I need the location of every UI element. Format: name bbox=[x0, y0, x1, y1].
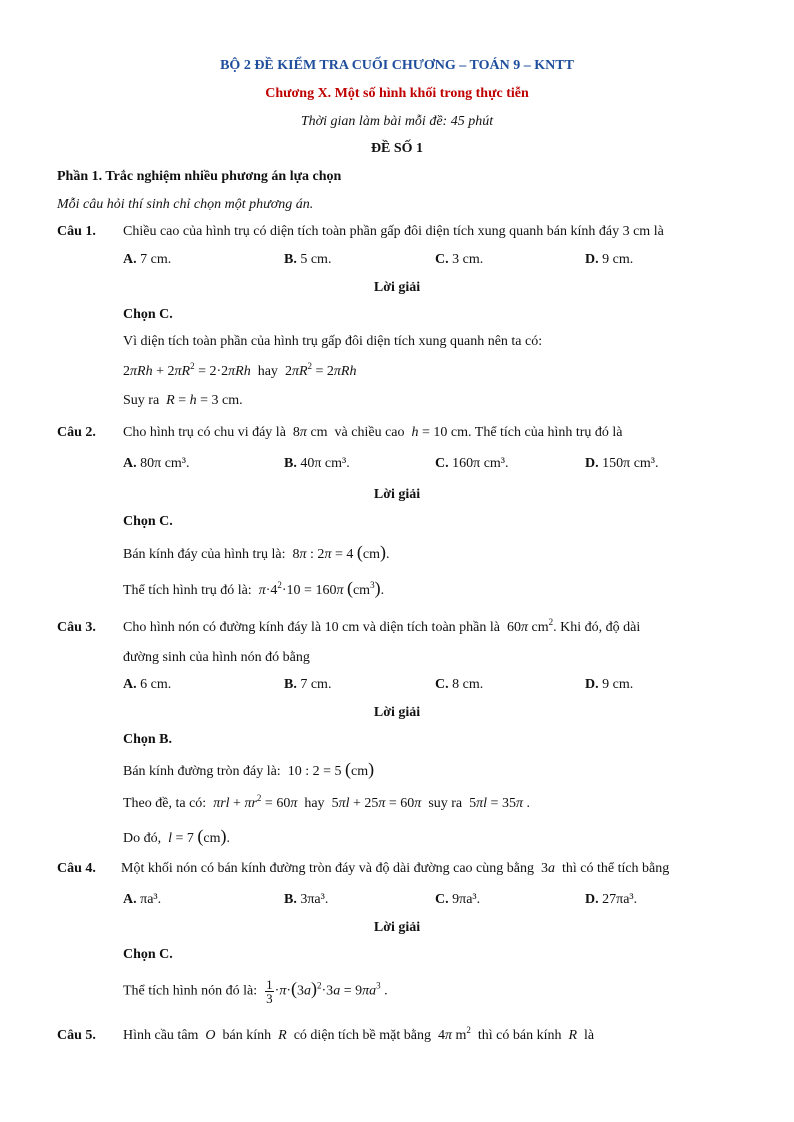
question-4-option-c[interactable]: C. 9πa³. bbox=[435, 892, 481, 907]
question-4-option-a[interactable]: A. πa³. bbox=[123, 892, 162, 907]
question-4-text: Một khối nón có bán kính đường tròn đáy và độ dài đường cao cùng bằng 3a thì có thể tích bằng bbox=[121, 861, 670, 876]
question-3-option-a[interactable]: A. 6 cm. bbox=[123, 677, 172, 692]
question-2-label: Câu 2. bbox=[57, 425, 96, 440]
question-1-answer: Chọn C. bbox=[123, 307, 173, 322]
question-3-answer: Chọn B. bbox=[123, 732, 173, 747]
question-1-solution-heading: Lời giải bbox=[373, 280, 421, 295]
question-2-answer: Chọn C. bbox=[123, 514, 173, 529]
question-1-option-a[interactable]: A. 7 cm. bbox=[123, 252, 172, 267]
question-5-text: Hình cầu tâm O bán kính R có diện tích bề mặt bằng 4π $m^2$ thì có bán kính R là bbox=[123, 1025, 595, 1043]
question-1-text: Chiều cao của hình trụ có diện tích toàn phần gấp đôi diện tích xung quanh bán kính đáy 3 cm là bbox=[123, 224, 664, 239]
question-1-solution-line-1: Vì diện tích toàn phần của hình trụ gấp đôi diện tích xung quanh nên ta có: bbox=[123, 334, 543, 349]
question-2-option-a[interactable]: A. 80π cm³. bbox=[123, 456, 190, 471]
question-1-option-c[interactable]: C. 3 cm. bbox=[435, 252, 484, 267]
part1-heading: Phần 1. Trắc nghiệm nhiều phương án lựa chọn bbox=[57, 169, 342, 184]
question-4-option-b[interactable]: B. 3πa³. bbox=[284, 892, 329, 907]
question-5-label: Câu 5. bbox=[57, 1028, 96, 1043]
question-4-solution-heading: Lời giải bbox=[373, 920, 421, 935]
question-3-solution-heading: Lời giải bbox=[373, 705, 421, 720]
question-2-solution-line-1: Bán kính đáy của hình trụ là: 8π : 2π = 4 (cm). bbox=[123, 542, 390, 562]
question-1-option-b[interactable]: B. 5 cm. bbox=[284, 252, 332, 267]
question-2-option-b[interactable]: B. 40π cm³. bbox=[284, 456, 350, 471]
document-title: BỘ 2 ĐỀ KIỂM TRA CUỐI CHƯƠNG – TOÁN 9 – KNTT bbox=[220, 58, 574, 73]
question-3-text-line-2: đường sinh của hình nón đó bằng bbox=[123, 650, 310, 665]
question-2-text: Cho hình trụ có chu vi đáy là 8π cm và chiều cao h = 10 cm. Thể tích của hình trụ đó là bbox=[123, 425, 623, 440]
question-3-option-c[interactable]: C. 8 cm. bbox=[435, 677, 484, 692]
question-3-solution-line-2: Theo đề, ta có: $\pi rl + \pi r^2 = 60\pi$ hay 5πl + 25π = 60π suy ra 5πl = 35π . bbox=[123, 793, 530, 811]
part1-instruction: Mỗi câu hỏi thí sinh chỉ chọn một phương án. bbox=[57, 197, 314, 212]
question-1-label: Câu 1. bbox=[57, 224, 96, 239]
chapter-subtitle: Chương X. Một số hình khối trong thực tiễn bbox=[265, 86, 529, 101]
question-4-option-d[interactable]: D. 27πa³. bbox=[585, 892, 638, 907]
question-4-solution-line-1: Thể tích hình nón đó là: $\frac{1}{3}$ $\cdot\pi\cdot(3a)^2\cdot 3a = 9\pi a^3$ . bbox=[123, 977, 388, 1006]
question-4-label: Câu 4. bbox=[57, 861, 96, 876]
exam-number: ĐỀ SỐ 1 bbox=[370, 141, 424, 156]
question-2-solution-heading: Lời giải bbox=[373, 487, 421, 502]
question-1-solution-result: Suy ra R = h = 3 cm. bbox=[123, 393, 243, 408]
question-2-option-d[interactable]: D. 150π cm³. bbox=[585, 456, 659, 471]
exam-duration: Thời gian làm bài mỗi đề: 45 phút bbox=[300, 114, 494, 129]
question-3-solution-line-1: Bán kính đường tròn đáy là: 10 : 2 = 5 (cm) bbox=[123, 759, 375, 779]
question-3-label: Câu 3. bbox=[57, 620, 96, 635]
question-1-solution-formula: $2\pi Rh + 2\pi R^2 = 2\cdot 2\pi Rh$ hay $2\pi R^2 = 2\pi Rh$ bbox=[123, 361, 357, 379]
question-3-option-d[interactable]: D. 9 cm. bbox=[585, 677, 634, 692]
question-2-option-c[interactable]: C. 160π cm³. bbox=[435, 456, 509, 471]
question-3-solution-line-3: Do đó, l = 7 (cm). bbox=[123, 826, 231, 846]
question-3-text: Cho hình nón có đường kính đáy là 10 cm và diện tích toàn phần là 60π $cm^2$. Khi đó, độ dài bbox=[123, 617, 641, 635]
question-3-option-b[interactable]: B. 7 cm. bbox=[284, 677, 332, 692]
question-4-answer: Chọn C. bbox=[123, 947, 173, 962]
question-2-solution-line-2: Thể tích hình trụ đó là: $\pi\cdot 4^2\cdot 10 = 160\pi$ $(cm^3)$. bbox=[123, 578, 385, 598]
question-1-option-d[interactable]: D. 9 cm. bbox=[585, 252, 634, 267]
